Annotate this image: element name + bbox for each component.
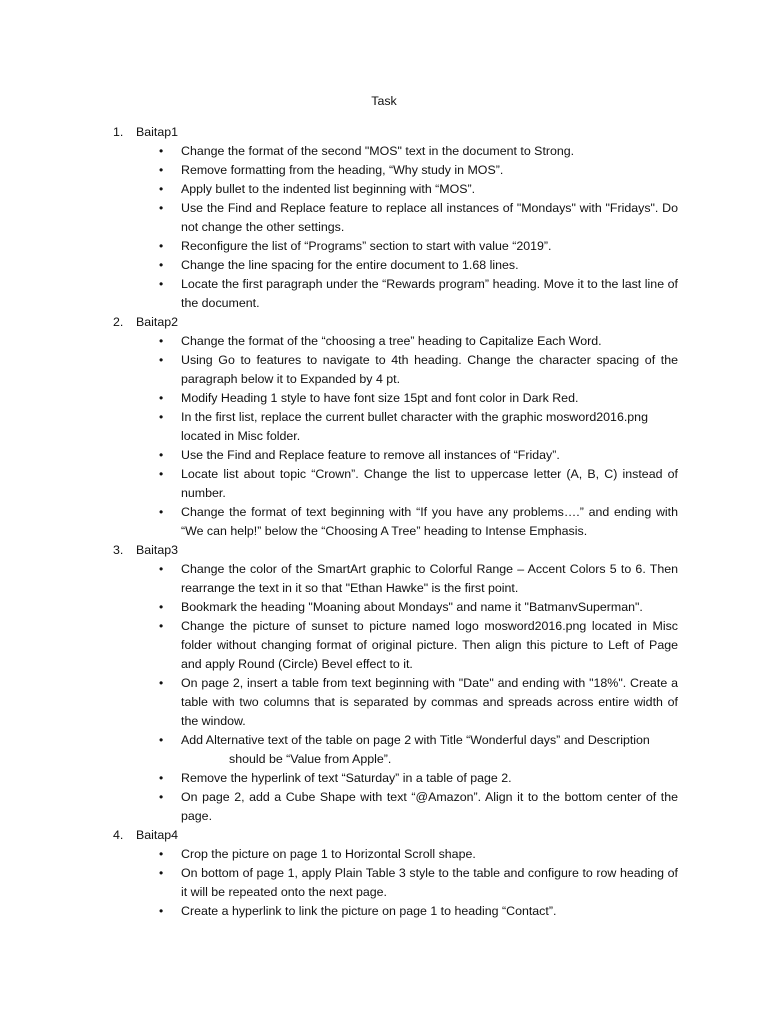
list-item (0, 351, 768, 389)
list-item-text: Add Alternative text of the table on page 2 with Title “Wonderful days” and Description (181, 733, 650, 747)
section-heading-text: Baitap1 (136, 125, 179, 139)
bullet-icon: • (159, 676, 164, 690)
section-heading (0, 313, 768, 332)
bullet-icon: • (159, 790, 164, 804)
list-item (0, 769, 768, 788)
bullet-icon: • (159, 847, 164, 861)
bullet-icon: • (159, 163, 164, 177)
bullet-icon: • (159, 410, 164, 424)
bullet-icon: • (159, 277, 164, 291)
list-item-text: Change the format of the “choosing a tree” heading to Capitalize Each Word. (181, 334, 602, 348)
list-item-text: Use the Find and Replace feature to remove all instances of “Friday”. (181, 448, 560, 462)
list-item-text: On page 2, insert a table from text beginning with "Date" and ending with "18%". Create a table with two columns that is separated by commas and spreads across entire width of the window. (181, 676, 678, 728)
bullet-icon: • (159, 201, 164, 215)
bullet-list (0, 845, 768, 921)
section-heading (0, 541, 768, 560)
list-item-text: Change the color of the SmartArt graphic to Colorful Range – Accent Colors 5 to 6. Then rearrange the text in it so that "Ethan Hawke" is the first point. (181, 562, 678, 595)
list-item (0, 465, 768, 503)
bullet-icon: • (159, 353, 164, 367)
list-item-text: Change the line spacing for the entire document to 1.68 lines. (181, 258, 519, 272)
list-item-text: Change the format of the second "MOS" text in the document to Strong. (181, 144, 575, 158)
bullet-icon: • (159, 258, 164, 272)
section-heading-text: Baitap2 (136, 315, 179, 329)
bullet-list (0, 142, 768, 313)
list-item (0, 731, 768, 769)
list-item-text: Change the picture of sunset to picture named logo mosword2016.png located in Misc folder without changing format of original picture. Then align this picture to Left of Page and apply Round (Circle) Bevel effect to it. (181, 619, 678, 671)
list-item (0, 180, 768, 199)
bullet-icon: • (159, 562, 164, 576)
section-heading (0, 123, 768, 142)
section-heading (0, 826, 768, 845)
section-heading-text: Baitap3 (136, 543, 179, 557)
list-item-text: In the first list, replace the current bullet character with the graphic mosword2016.png (181, 410, 648, 424)
bullet-icon: • (159, 505, 164, 519)
list-item-text: On bottom of page 1, apply Plain Table 3 style to the table and configure to row heading of it will be repeated onto the next page. (181, 866, 678, 899)
bullet-icon: • (159, 467, 164, 481)
list-item-text: Remove the hyperlink of text “Saturday” in a table of page 2. (181, 771, 512, 785)
bullet-icon: • (159, 904, 164, 918)
list-item (0, 256, 768, 275)
list-item (0, 142, 768, 161)
list-item (0, 503, 768, 541)
list-item-text: Modify Heading 1 style to have font size 15pt and font color in Dark Red. (181, 391, 579, 405)
list-item (0, 408, 768, 446)
list-item-text: Reconfigure the list of “Programs” section to start with value “2019”. (181, 239, 552, 253)
list-item (0, 788, 768, 826)
list-item (0, 864, 768, 902)
list-item-text: Remove formatting from the heading, “Why study in MOS”. (181, 163, 504, 177)
bullet-icon: • (159, 391, 164, 405)
list-item (0, 237, 768, 256)
list-item (0, 617, 768, 674)
bullet-list (0, 560, 768, 826)
document-title: Task (371, 94, 397, 108)
list-item (0, 199, 768, 237)
list-item (0, 275, 768, 313)
section-heading-text: Baitap4 (136, 828, 179, 842)
bullet-icon: • (159, 733, 164, 747)
bullet-icon: • (159, 239, 164, 253)
list-item-text: Using Go to features to navigate to 4th heading. Change the character spacing of the paragraph below it to Expanded by 4 pt. (181, 353, 678, 386)
list-item-text: Create a hyperlink to link the picture on page 1 to heading “Contact”. (181, 904, 557, 918)
section-2 (0, 313, 768, 541)
list-item-text-continued: located in Misc folder. (181, 429, 301, 443)
task-sections-list (0, 123, 768, 921)
list-item-text: Change the format of text beginning with “If you have any problems….” and ending with “We can help!” below the “Choosing A Tree” heading to Intense Emphasis. (181, 505, 678, 538)
list-item-text: Use the Find and Replace feature to replace all instances of "Mondays" with "Fridays". Do not change the other settings. (181, 201, 678, 234)
section-1 (0, 123, 768, 313)
bullet-list (0, 332, 768, 541)
bullet-icon: • (159, 619, 164, 633)
section-number: 4. (113, 828, 124, 842)
bullet-icon: • (159, 866, 164, 880)
list-item-text: Apply bullet to the indented list beginning with “MOS”. (181, 182, 476, 196)
section-4 (0, 826, 768, 921)
list-item (0, 902, 768, 921)
list-item-text-indented: should be “Value from Apple”. (229, 752, 392, 766)
bullet-icon: • (159, 448, 164, 462)
section-number: 3. (113, 543, 124, 557)
list-item (0, 389, 768, 408)
list-item-text: Crop the picture on page 1 to Horizontal Scroll shape. (181, 847, 476, 861)
list-item (0, 560, 768, 598)
bullet-icon: • (159, 600, 164, 614)
list-item (0, 161, 768, 180)
section-number: 1. (113, 125, 124, 139)
bullet-icon: • (159, 182, 164, 196)
list-item-text: Locate the first paragraph under the “Rewards program” heading. Move it to the last line of the document. (181, 277, 678, 310)
bullet-icon: • (159, 771, 164, 785)
list-item (0, 598, 768, 617)
section-3 (0, 541, 768, 826)
section-number: 2. (113, 315, 124, 329)
list-item-text: On page 2, add a Cube Shape with text “@Amazon”. Align it to the bottom center of the page. (181, 790, 678, 823)
list-item (0, 446, 768, 465)
list-item (0, 674, 768, 731)
list-item (0, 332, 768, 351)
bullet-icon: • (159, 144, 164, 158)
list-item (0, 845, 768, 864)
bullet-icon: • (159, 334, 164, 348)
list-item-text: Locate list about topic “Crown”. Change the list to uppercase letter (A, B, C) instead of number. (181, 467, 678, 500)
list-item-text: Bookmark the heading "Moaning about Mondays" and name it "BatmanvSuperman". (181, 600, 643, 614)
